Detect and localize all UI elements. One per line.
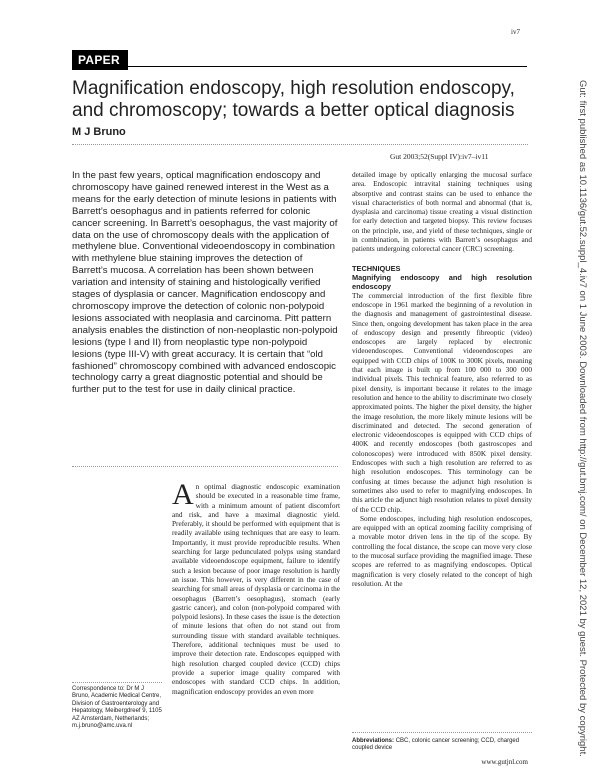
body-text: n optimal diagnostic endoscopic examination should be executed in a reasonable time frame, with a minimum amount of patient discomfort and risk, and have a maximal diagnostic yield. Preferably, it should be performed with equipment that is readily available using techniques that are easy to learn. Importantly, it must provide reproducible results. When searching for large pedunculated polyps using standard available videoendoscope equipment, failure to identify such a lesion because of poor image resolution is hardly an issue. This however, is very different in the case of searching for small areas of dysplasia or carcinoma in the oesophagus (Barrett’s oesophagus), stomach (early gastric cancer), and colon (non-polypoid compared with polypoid lesions). In these cases the issue is the detection of minute lesions that often do not stand out from surrounding tissue with standard available techniques. Therefore, additional techniques must be used to improve their detection rate. Endoscopes equipped with high resolution charged coupled device (CCD) chips provide a superior image quality compared with endoscopes with standard CCD chips. In addition, magnification endoscopy provides an even more (172, 482, 340, 696)
correspondence-note: Correspondence to: Dr M J Bruno, Academic Medical Centre, Division of Gastroenterology and Hepatology, Meibergdreef 9, 1105 AZ Amsterdam, Netherlands; m.j.bruno@amc.uva.nl (72, 686, 162, 730)
body-paragraph: Some endoscopes, including high resolution endoscopes, are equipped with an optical zooming facility comprising of a movable motor driven lens in the tip of the scope. By controlling the focal distance, the scope can move very close to the mucosal surface providing the magnified image. These scopes are referred to as magnifying endoscopes. Optical magnification is very closely related to the concept of high resolution. At the (352, 513, 532, 588)
citation: Gut 2003;52(Suppl IV):iv7–iv11 (390, 152, 489, 161)
body-paragraph: The commercial introduction of the first flexible fibre endoscope in 1961 marked the beginning of a revolution in the diagnosis and management of gastrointestinal disease. Since then, ongoing development has taken place in the area of endoscopy design and presently fibreoptic (video) endoscopes are largely replaced by electronic videoendoscopes. Conventional videoendoscopes are equipped with CCD chips of 100K to 300K pixels, meaning that each image is built up from 100 000 to 300 000 individual pixels. This technical feature, also referred to as pixel density, is important because it relates to the image resolution and hence to the ability to discriminate two closely approximated points. The higher the pixel density, the higher the image resolution, the more likely minute lesions will be discriminated and detected. The second generation of electronic videoendoscopes is equipped with CCD chips of 400K and recently endoscopes (both gastroscopes and colonoscopes) were introduced with 850K pixel density. Endoscopes with such a high resolution are referred to as high resolution endoscopes. This terminology can be confusing at times because the adjunct high resolution is sometimes also used to refer to magnifying endoscopes. In this article the adjunct high resolution relates to pixel density of the CCD chip. (352, 290, 532, 514)
subsection-heading: Magnifying endoscopy and high resolution endoscopy (352, 272, 532, 291)
abbreviations-label: Abbreviations: (352, 738, 395, 744)
abbreviations-text: CBC, colonic cancer screening; CCD, charged coupled device (352, 738, 520, 752)
footer-url[interactable]: www.gutjnl.com (481, 758, 528, 766)
section-label: PAPER (72, 50, 128, 70)
article-title: Magnification endoscopy, high resolution endoscopy, and chromoscopy; towards a better optical diagnosis (72, 78, 515, 121)
body-column-3 (352, 170, 532, 588)
abbreviations-rule (352, 732, 532, 733)
separator-rule (72, 144, 528, 145)
side-note-text: Gut: first published as 10.1136/gut.52.suppl_4.iv7 on 1 June 2003. Downloaded from http://gut.bmj.com/ on December 12, 2021 by guest. Protected by copyright. (577, 80, 588, 757)
body-column-2 (172, 478, 340, 696)
correspondence-rule (72, 682, 162, 683)
author-name: M J Bruno (72, 126, 126, 138)
drop-cap: A (172, 478, 194, 511)
intro-paragraph: detailed image by optically enlarging the mucosal surface area. Endoscopic intravital staining techniques using absorptive and contrast stains can be used to enhance the visual characteristics of both normal and abnormal (that is, dysplasia and carcinoma) tissue creating a visual distinction for early detection and targeted biopsy. This review focuses on the principle, use, and yield of these techniques, single or in combination, in patients with Barrett’s oesophagus and patients undergoing colorectal cancer (CRC) screening. (352, 170, 532, 254)
abstract: In the past few years, optical magnification endoscopy and chromoscopy have gained renewed interest in the West as a means for the early detection of minute lesions in patients with Barrett’s oesophagus and in patients referred for colonic cancer screening. In Barrett’s oesophagus, the vast majority of data on the use of chromoscopy deals with the application of methylene blue. Conventional videoendoscopy in combination with methylene blue staining improves the detection of Barrett’s mucosa. A correlation has been shown between variation and intensity of staining and histologically verified stages of dysplasia or cancer. Magnification endoscopy and chromoscopy improve the detection of colonic non-polypoid lesions associated with neoplasia and carcinoma. Pitt pattern analysis enables the distinction of non-neoplastic non-polypoid lesions (type I and II) from neoplastic type non-polypoid lesions (type III-V) with great accuracy. It is certain that “old fashioned” chromoscopy combined with advanced endoscopic technology carry a great diagnostic potential and should be further put to the test for use in daily clinical practice. (72, 170, 338, 396)
side-margin-note (578, 80, 598, 770)
page-number: iv7 (511, 28, 520, 36)
abstract-rule (72, 466, 338, 467)
header-rule (72, 66, 527, 67)
abbreviations-note (352, 738, 532, 753)
section-heading: TECHNIQUES (352, 263, 401, 273)
